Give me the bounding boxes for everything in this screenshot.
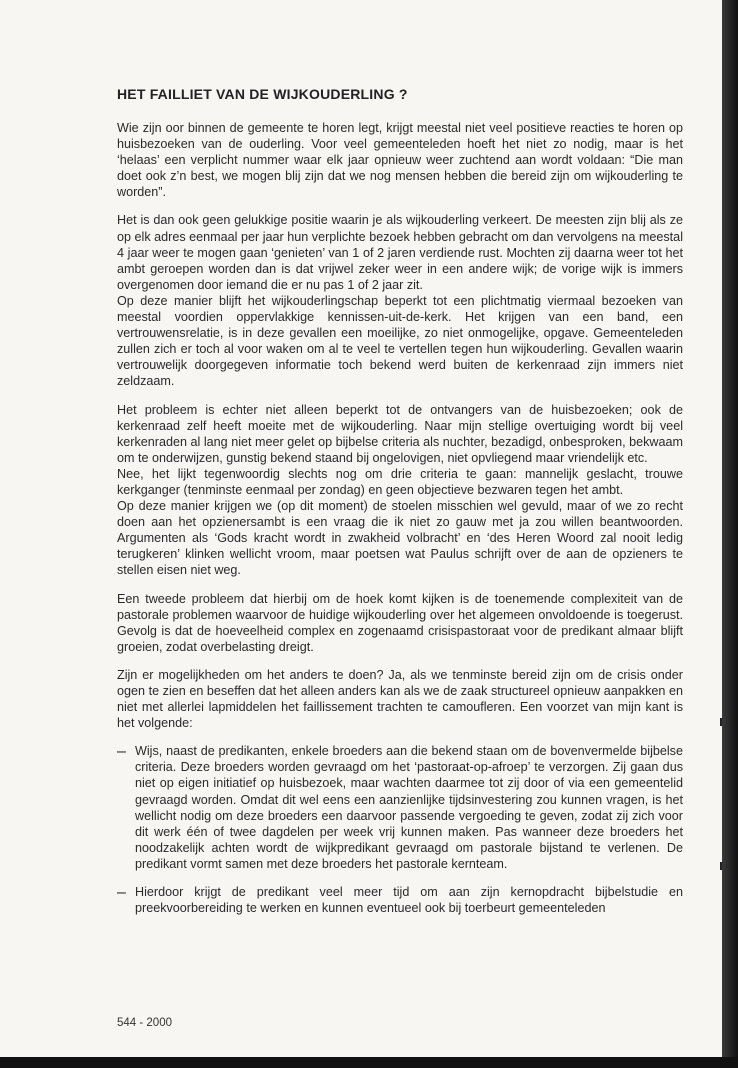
list-item: [117, 743, 683, 872]
list-item: [117, 884, 683, 916]
bullet-dash: –: [117, 884, 126, 902]
paragraph-8: Zijn er mogelijkheden om het anders te doen? Ja, als we tenminste bereid zijn om de crisis onder ogen te zien en beseffen dat het alleen anders kan als we de zaak structureel opnieuw aanpakken en niet met allerlei lapmiddelen het faillissement trachten te camoufleren. Een voorzet van mijn kant is het volgende:: [117, 667, 683, 731]
paragraph-7: Een tweede probleem dat hierbij om de hoek komt kijken is de toenemende complexiteit van de pastorale problemen waarvoor de huidige wijkouderling over het algemeen onvoldoende is toegerust. Gevolg is dat de hoeveelheid complex en zogenaamd crisispastoraat voor de predikant almaar blijft groeien, zodat overbelasting dreigt.: [117, 591, 683, 654]
list-item-text: Hierdoor krijgt de predikant veel meer tijd om aan zijn kernopdracht bijbelstudie en preekvoorbereiding te werken en kunnen eventueel ook bij toerbeurt gemeenteleden: [135, 885, 683, 916]
paragraph-1: Wie zijn oor binnen de gemeente te horen legt, krijgt meestal niet veel positieve reacties te horen op huisbezoeken van de ouderling. Voor veel gemeenteleden hoeft het niet zo nodig, maar is het ‘helaas’ een verplicht nummer waar elk jaar opnieuw weer zuchtend aan wordt voldaan: “Die man doet ook z’n best, we mogen blij zijn dat we nog mensen hebben die bereid zijn om wijkouderling te worden”.: [117, 121, 683, 200]
scan-edge-shadow: [722, 0, 738, 1068]
article-body: [117, 86, 683, 916]
margin-mark: [720, 718, 722, 726]
article-title: HET FAILLIET VAN DE WIJKOUDERLING ?: [117, 86, 408, 102]
paragraph-5: Nee, het lijkt tegenwoordig slechts nog om drie criteria te gaan: mannelijk geslacht, trouwe kerkganger (tenminste eenmaal per zondag) en geen objectieve bezwaren tegen het ambt.: [117, 466, 683, 497]
bullet-dash: –: [117, 743, 126, 761]
page-footer: 544 - 2000: [117, 1017, 172, 1029]
list-item-text: Wijs, naast de predikanten, enkele broeders aan die bekend staan om de bovenvermelde bijbelse criteria. Deze broeders worden gevraagd om het ‘pastoraat-op-afroep’ te verzorgen. Zij gaan dus niet op eigen initiatief op huisbezoek, maar wachten daarmee tot zij door of via een gemeentelid gevraagd worden. Omdat dit wel eens een aanzienlijke tijdsinvestering zou kunnen vragen, is het wellicht nodig om deze broeders een daarvoor passende vergoeding te geven, zodat zij zich voor dit werk één of twee dagdelen per week vrij kunnen maken. Pas wanneer deze broeders het noodzakelijk achten wordt de wijkpredikant gevraagd om pastorale bijstand te verlenen. De predikant vormt samen met deze broeders het pastorale kernteam.: [135, 744, 683, 871]
paragraph-3: Op deze manier blijft het wijkouderlingschap beperkt tot een plichtmatig viermaal bezoeken van meestal voordien oppervlakkige kennissen-uit-de-kerk. Het krijgen van een band, een vertrouwensrelatie, is in deze gevallen een moeilijke, zo niet onmogelijke, opgave. Gemeenteleden zullen zich er toch al voor waken om al te veel te vertellen tegen hun wijkouderling. Gevallen waarin vertrouwelijk doorgegeven informatie toch bekend werd buiten de kerkenraad zijn immers niet zeldzaam.: [117, 293, 683, 389]
scan-bottom-shadow: [0, 1057, 738, 1068]
paragraph-6: Op deze manier krijgen we (op dit moment) de stoelen misschien wel gevuld, maar of we zo recht doen aan het opzienersambt is een vraag die ik niet zo gauw met ja zou willen beantwoorden. Argumenten als ‘Gods kracht wordt in zwakheid volbracht’ en ‘des Heren Woord zal nooit ledig terugkeren’ klinken wellicht vroom, maar poetsen wat Paulus schrijft over de aan de opzieners te stellen eisen niet weg.: [117, 499, 683, 578]
paragraph-2: Het is dan ook geen gelukkige positie waarin je als wijkouderling verkeert. De meesten zijn blij als ze op elk adres eenmaal per jaar hun verplichte bezoek hebben gebracht om dan vervolgens na meestal 4 jaar weer te mogen gaan ‘genieten’ van 1 of 2 jaren verdiende rust. Mochten zij daarna weer tot het ambt geroepen worden dan is dat vrijwel zeker weer in een andere wijk; de vorige wijk is immers overgenomen door iemand die er nu pas 1 of 2 jaar zit.: [117, 213, 683, 292]
margin-mark: [720, 862, 722, 870]
paragraph-4: Het probleem is echter niet alleen beperkt tot de ontvangers van de huisbezoeken; ook de kerkenraad zelf heeft moeite met de wijkouderling. Naar mijn stellige overtuiging wordt bij veel kerkenraden al lang niet meer gelet op bijbelse criteria als nuchter, bezadigd, onbesproken, bekwaam om te onderwijzen, gunstig bekend staand bij ongelovigen, niet opvliegend maar vriendelijk etc.: [117, 402, 683, 465]
